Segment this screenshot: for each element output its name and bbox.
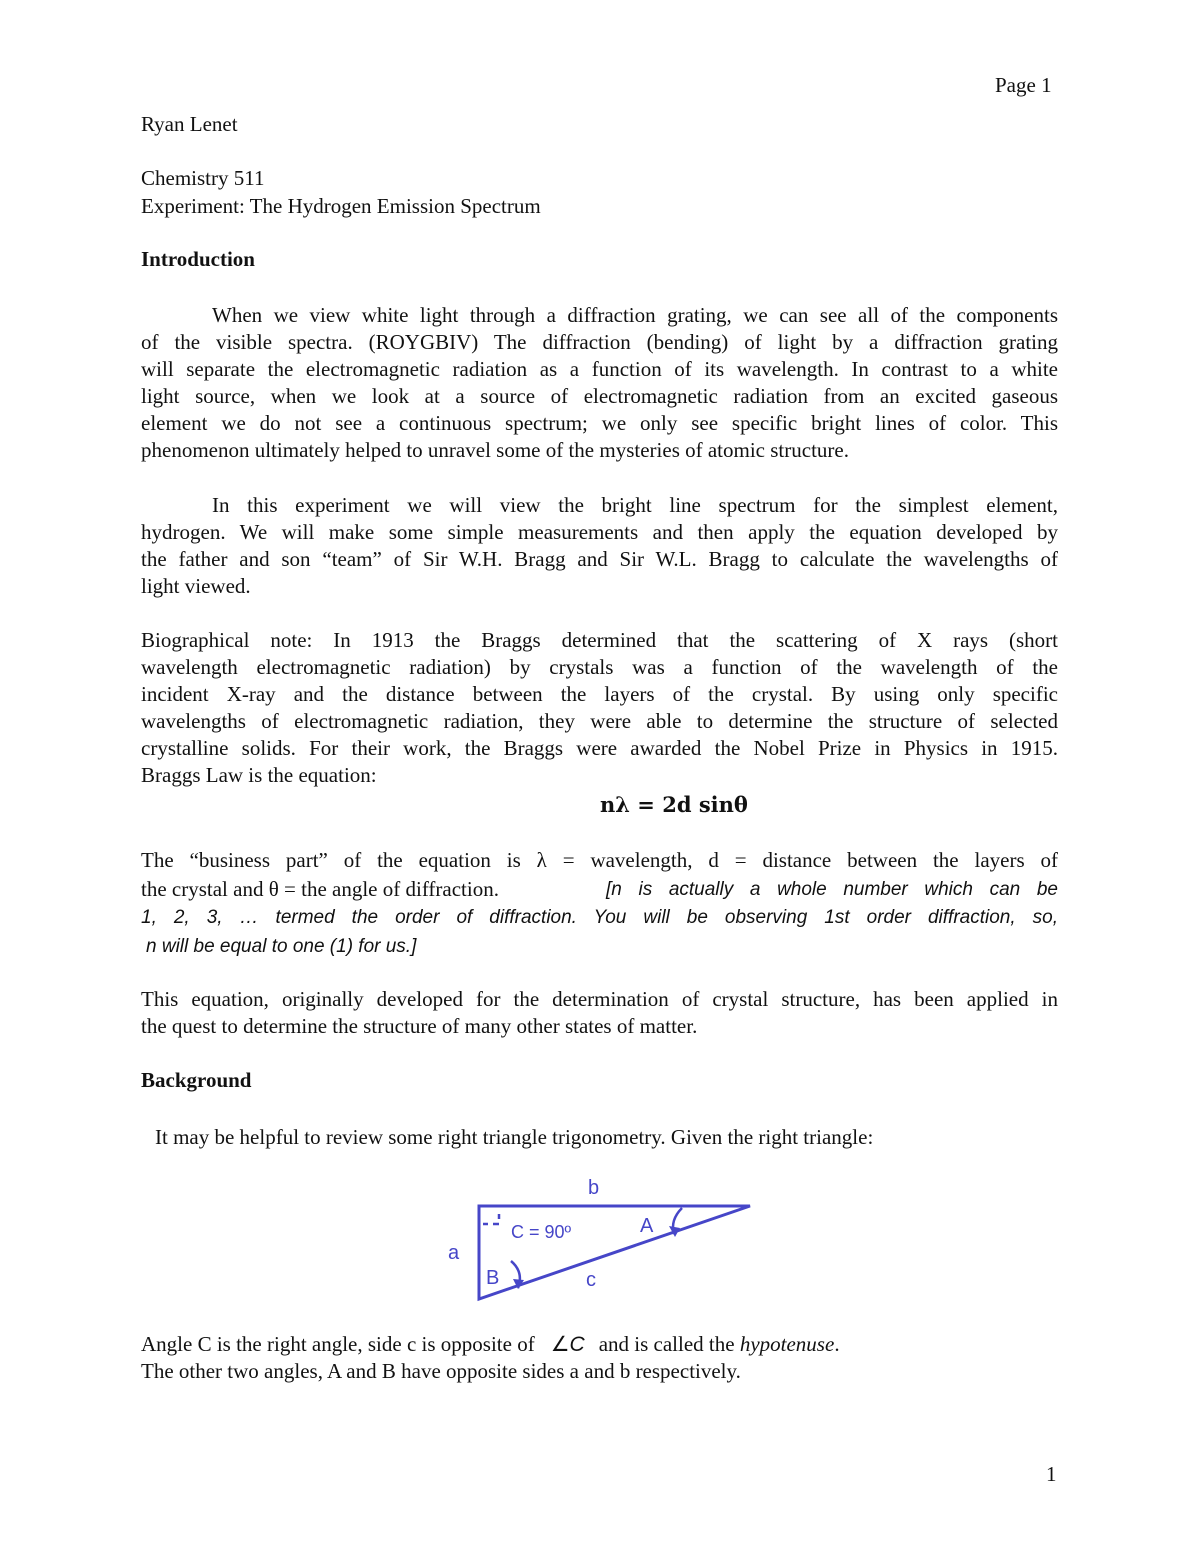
- bio-line: Biographical note: In 1913 the Braggs determined that the scattering of X rays (short: [141, 628, 1058, 652]
- angle-c-symbol: ∠C: [550, 1333, 585, 1356]
- experiment-title: Experiment: The Hydrogen Emission Spectrum: [141, 194, 541, 218]
- angle-c-label: C = 90º: [511, 1222, 572, 1242]
- angle-a-label: A: [640, 1215, 654, 1237]
- italic-note-line: [n is actually a whole number which can be: [606, 879, 1058, 900]
- bio-line: wavelengths of electromagnetic radiation, they were able to determine the structure of selected: [141, 709, 1058, 733]
- intro-p2-line: light viewed.: [141, 574, 251, 598]
- background-intro: It may be helpful to review some right triangle trigonometry. Given the right triangle:: [155, 1125, 874, 1149]
- intro-p3-line: the quest to determine the structure of many other states of matter.: [141, 1014, 698, 1038]
- intro-p3-line: This equation, originally developed for the determination of crystal structure, has been applied in: [141, 987, 1058, 1011]
- hypotenuse-sentence-mid: and is called the: [598, 1332, 735, 1356]
- intro-p1-line: element we do not see a continuous spectrum; we only see specific bright lines of color. This: [141, 411, 1058, 435]
- opposite-sides-sentence: The other two angles, A and B have opposite sides a and b respectively.: [141, 1359, 741, 1383]
- introduction-heading: Introduction: [141, 247, 255, 271]
- intro-p2-line: hydrogen. We will make some simple measurements and then apply the equation developed by: [141, 520, 1058, 544]
- bio-line: wavelength electromagnetic radiation) by crystals was a function of the wavelength of the: [141, 655, 1058, 679]
- course-name: Chemistry 511: [141, 166, 265, 190]
- intro-p1-line: When we view white light through a diffraction grating, we can see all of the components: [212, 303, 1058, 327]
- hypotenuse-sentence-end: .: [834, 1332, 840, 1356]
- italic-note-line: n will be equal to one (1) for us.]: [146, 936, 417, 957]
- hypotenuse-sentence-start: Angle C is the right angle, side c is opposite of: [141, 1332, 535, 1356]
- bio-line: Braggs Law is the equation:: [141, 763, 377, 787]
- right-triangle-diagram: [440, 1168, 770, 1308]
- right-angle-marker: [483, 1214, 499, 1224]
- intro-p1-line: of the visible spectra. (ROYGBIV) The diffraction (bending) of light by a diffraction grating: [141, 330, 1058, 354]
- intro-p2-line: the father and son “team” of Sir W.H. Bragg and Sir W.L. Bragg to calculate the wavelengths of: [141, 547, 1058, 571]
- intro-p2-line: In this experiment we will view the bright line spectrum for the simplest element,: [212, 493, 1058, 517]
- page-label: Page 1: [995, 73, 1052, 97]
- business-line: the crystal and θ = the angle of diffraction.: [141, 877, 499, 901]
- background-heading: Background: [141, 1068, 252, 1092]
- footer-page-number: 1: [1046, 1462, 1057, 1486]
- side-c-label: c: [586, 1269, 596, 1291]
- bio-line: incident X-ray and the distance between the layers of the crystal. By using only specific: [141, 682, 1058, 706]
- hypotenuse-term: hypotenuse: [739, 1332, 835, 1356]
- side-b-label: b: [588, 1177, 600, 1199]
- italic-note-line: 1, 2, 3, … termed the order of diffraction. You will be observing 1st order diffraction, so,: [141, 907, 1058, 928]
- side-a-label: a: [448, 1242, 460, 1264]
- intro-p1-line: phenomenon ultimately helped to unravel some of the mysteries of atomic structure.: [141, 438, 849, 462]
- intro-p1-line: will separate the electromagnetic radiation as a function of its wavelength. In contrast to a white: [141, 357, 1058, 381]
- hypotenuse-sentence: [141, 1331, 840, 1358]
- braggs-law-equation: nλ = 2d sinθ: [600, 792, 748, 817]
- angle-b-label: B: [486, 1267, 500, 1289]
- business-line: The “business part” of the equation is λ = wavelength, d = distance between the layers of: [141, 848, 1058, 872]
- bio-line: crystalline solids. For their work, the Braggs were awarded the Nobel Prize in Physics in 1915.: [141, 736, 1058, 760]
- author-name: Ryan Lenet: [141, 112, 238, 136]
- intro-p1-line: light source, when we look at a source of electromagnetic radiation from an excited gaseous: [141, 384, 1058, 408]
